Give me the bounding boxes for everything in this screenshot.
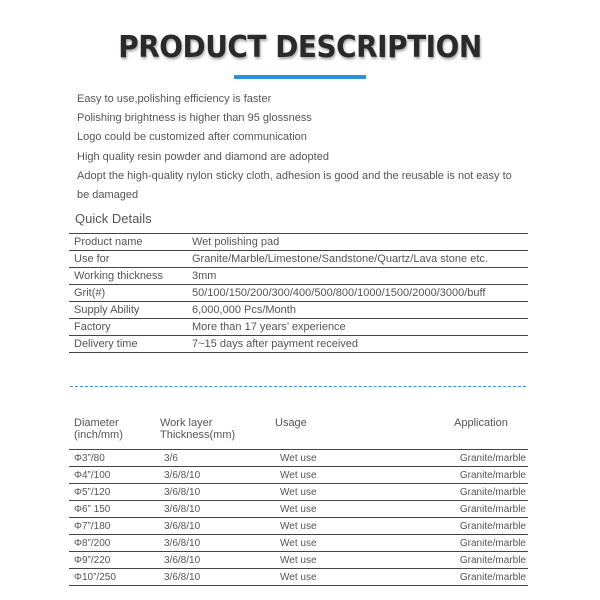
cell-application: Granite/marble <box>430 501 528 518</box>
cell-application: Granite/marble <box>430 484 528 501</box>
detail-key: Product name <box>69 234 187 251</box>
table-row <box>69 518 528 535</box>
table-row <box>69 285 528 302</box>
cell-application: Granite/marble <box>430 518 528 535</box>
detail-key: Use for <box>69 251 187 268</box>
header-usage: Usage <box>275 417 307 429</box>
cell-usage: Wet use <box>280 450 430 467</box>
quick-details-heading: Quick Details <box>75 211 152 226</box>
cell-application: Granite/marble <box>430 450 528 467</box>
table-row <box>69 501 528 518</box>
table-row <box>69 251 528 268</box>
cell-layer: 3/6/8/10 <box>164 484 280 501</box>
cell-layer: 3/6/8/10 <box>164 535 280 552</box>
cell-application: Granite/marble <box>430 467 528 484</box>
table-row <box>69 552 528 569</box>
cell-usage: Wet use <box>280 467 430 484</box>
header-application: Application <box>454 417 508 429</box>
detail-value: More than 17 years’ experience <box>187 319 528 336</box>
quick-details-table <box>69 233 528 353</box>
cell-diameter: Φ4”/100 <box>69 467 164 484</box>
cell-usage: Wet use <box>280 518 430 535</box>
cell-diameter: Φ7”/180 <box>69 518 164 535</box>
cell-layer: 3/6 <box>164 450 280 467</box>
cell-usage: Wet use <box>280 552 430 569</box>
dashed-divider <box>70 386 526 387</box>
cell-diameter: Φ3”/80 <box>69 450 164 467</box>
detail-key: Grit(#) <box>69 285 187 302</box>
detail-value: Granite/Marble/Limestone/Sandstone/Quartz/Lava stone etc. <box>187 251 528 268</box>
cell-layer: 3/6/8/10 <box>164 552 280 569</box>
table-row <box>69 302 528 319</box>
cell-usage: Wet use <box>280 484 430 501</box>
feature-item: Polishing brightness is higher than 95 glossness <box>77 112 312 125</box>
cell-layer: 3/6/8/10 <box>164 501 280 518</box>
table-row <box>69 450 528 467</box>
header-layer: Work layer Thickness(mm) <box>160 417 236 441</box>
detail-key: Working thickness <box>69 268 187 285</box>
cell-usage: Wet use <box>280 569 430 586</box>
table-row <box>69 336 528 353</box>
table-row <box>69 484 528 501</box>
feature-item: Adopt the high-quality nylon sticky cloth, adhesion is good and the reusable is not easy to <box>77 169 512 182</box>
table-row <box>69 319 528 336</box>
cell-diameter: Φ10”/250 <box>69 569 164 586</box>
cell-application: Granite/marble <box>430 535 528 552</box>
detail-key: Supply Ability <box>69 302 187 319</box>
cell-application: Granite/marble <box>430 552 528 569</box>
cell-usage: Wet use <box>280 535 430 552</box>
cell-layer: 3/6/8/10 <box>164 467 280 484</box>
detail-key: Factory <box>69 319 187 336</box>
cell-diameter: Φ9”/220 <box>69 552 164 569</box>
table-row <box>69 268 528 285</box>
cell-diameter: Φ5”/120 <box>69 484 164 501</box>
cell-layer: 3/6/8/10 <box>164 569 280 586</box>
table-row <box>69 535 528 552</box>
cell-diameter: Φ8”/200 <box>69 535 164 552</box>
detail-value: 3mm <box>187 268 528 285</box>
feature-item: Easy to use,polishing efficiency is faster <box>77 93 272 105</box>
table-row <box>69 234 528 251</box>
cell-application: Granite/marble <box>430 569 528 586</box>
table-row <box>69 467 528 484</box>
header-diameter: Diameter (inch/mm) <box>74 417 123 441</box>
feature-list <box>77 90 527 205</box>
cell-diameter: Φ6” 150 <box>69 501 164 518</box>
feature-item: Logo could be customized after communication <box>77 131 307 144</box>
title-underline <box>234 75 366 79</box>
detail-key: Delivery time <box>69 336 187 353</box>
cell-layer: 3/6/8/10 <box>164 518 280 535</box>
detail-value: 6,000,000 Pcs/Month <box>187 302 528 319</box>
detail-value: Wet polishing pad <box>187 234 528 251</box>
feature-item: High quality resin powder and diamond are adopted <box>77 150 329 163</box>
size-table-header <box>74 417 534 447</box>
detail-value: 7~15 days after payment received <box>187 336 528 353</box>
page-title: PRODUCT DESCRIPTION <box>118 30 482 65</box>
table-row <box>69 569 528 586</box>
detail-value: 50/100/150/200/300/400/500/800/1000/1500/2000/3000/buff <box>187 285 528 302</box>
size-table <box>69 449 528 586</box>
feature-item: be damaged <box>77 189 139 202</box>
cell-usage: Wet use <box>280 501 430 518</box>
